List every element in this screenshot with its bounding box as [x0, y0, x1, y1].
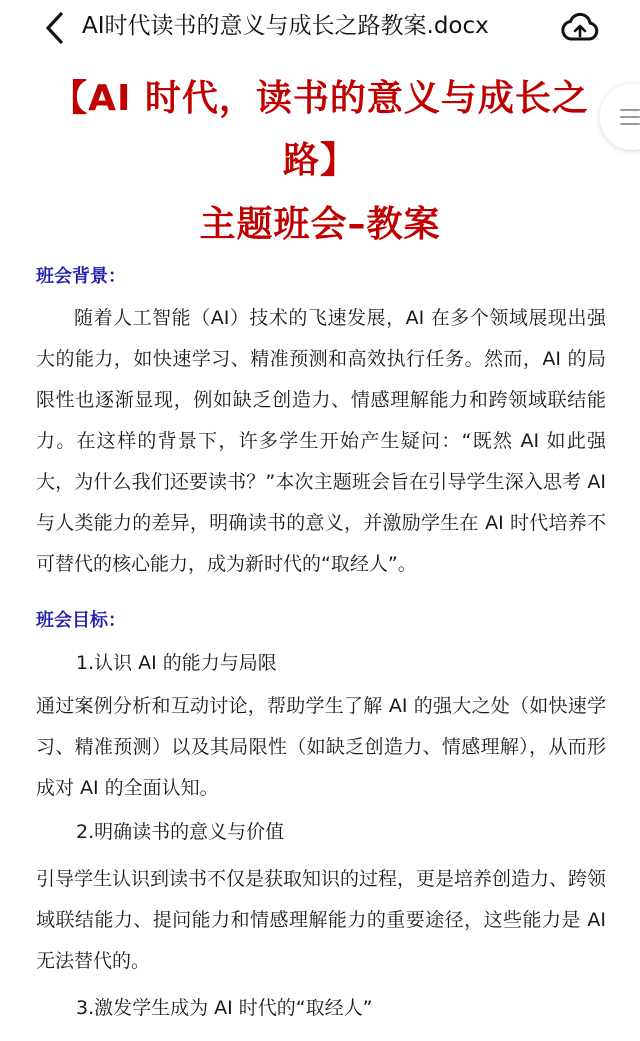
- background-paragraph: 随着人工智能（AI）技术的飞速发展，AI 在多个领域展现出强大的能力，如快速学习、精准预测和高效执行任务。然而，AI 的局限性也逐渐显现，例如缺乏创造力、情感理解能力和跨领域联结能力。在这样的背景下，许多学生开始产生疑问：“既然 AI 如此强大，为什么我们还要读书？”本次主题班会旨在引导学生深入思考 AI 与人类能力的差异，明确读书的意义，并激励学生在 AI 时代培养不可替代的核心能力，成为新时代的“取经人”。: [36, 307, 606, 575]
- goal-3-title: 3.激发学生成为 AI 时代的“取经人”: [76, 997, 373, 1019]
- goal-2-title: 2.明确读书的意义与价值: [76, 821, 285, 843]
- background-heading: 班会背景：: [36, 266, 126, 287]
- cloud-upload-icon: [560, 11, 600, 45]
- document-subtitle: 主题班会–教案: [199, 204, 441, 245]
- back-button[interactable]: [36, 10, 72, 46]
- top-bar: [0, 0, 640, 56]
- goals-heading: 班会目标：: [36, 610, 126, 631]
- goal-2-text: 引导学生认识到读书不仅是获取知识的过程，更是培养创造力、跨领域联结能力、提问能力和情感理解能力的重要途径，这些能力是 AI 无法替代的。: [36, 868, 607, 972]
- goal-1-title: 1.认识 AI 的能力与局限: [76, 652, 277, 674]
- document-title: AI时代读书的意义与成长之路教案.docx: [82, 13, 489, 39]
- cloud-upload-button[interactable]: [560, 8, 600, 48]
- chevron-left-icon: [43, 11, 65, 45]
- document-heading-line1: 【AI 时代，读书的意义与成长之: [51, 78, 589, 119]
- goal-1-text: 通过案例分析和互动讨论，帮助学生了解 AI 的强大之处（如快速学习、精准预测）以及其局限性（如缺乏创造力、情感理解），从而形成对 AI 的全面认知。: [36, 695, 606, 799]
- document-heading-line2: 路】: [282, 140, 357, 181]
